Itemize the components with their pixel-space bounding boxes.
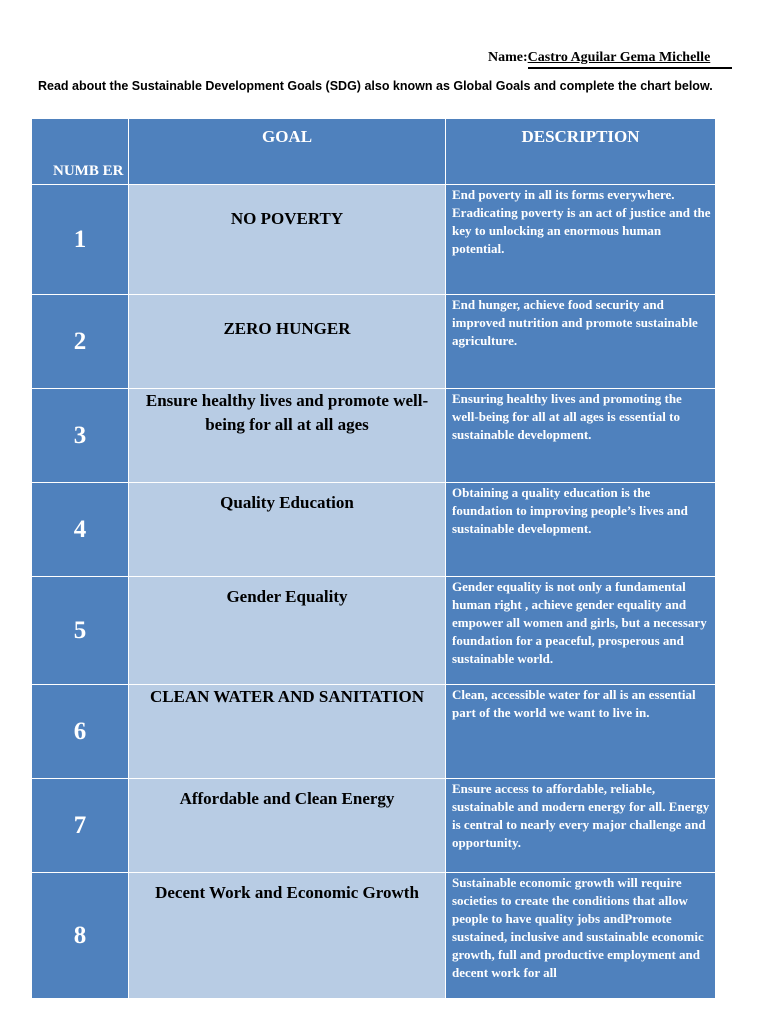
goal-number: 6: [32, 685, 129, 779]
table-row: [32, 873, 716, 999]
goal-description: Gender equality is not only a fundamental human right , achieve gender equality and empower all women and girls, but a necessary foundation for a peaceful, prosperous and sustainable world.: [446, 577, 716, 685]
sdg-chart-table: [31, 118, 716, 999]
student-name-line: [488, 50, 710, 66]
goal-number: 3: [32, 389, 129, 483]
goal-description: End poverty in all its forms everywhere. Eradicating poverty is an act of justice and the key to unlocking an enormous human potential.: [446, 185, 716, 295]
table-row: [32, 779, 716, 873]
goal-number: 8: [32, 873, 129, 999]
column-header-number: NUMB ER: [32, 119, 129, 185]
goal-number: 2: [32, 295, 129, 389]
goal-title: Decent Work and Economic Growth: [129, 873, 446, 999]
table-row: [32, 295, 716, 389]
goal-description: Clean, accessible water for all is an essential part of the world we want to live in.: [446, 685, 716, 779]
goal-title: CLEAN WATER AND SANITATION: [129, 685, 446, 779]
instructions-text: Read about the Sustainable Development Goals (SDG) also known as Global Goals and complete the chart below.: [38, 79, 713, 93]
goal-title: Affordable and Clean Energy: [129, 779, 446, 873]
table-row: [32, 685, 716, 779]
table-row: [32, 185, 716, 295]
table-row: [32, 483, 716, 577]
goal-description: Ensure access to affordable, reliable, sustainable and modern energy for all. Energy is central to nearly every major challenge and opportunity.: [446, 779, 716, 873]
goal-title: Ensure healthy lives and promote well-being for all at all ages: [129, 389, 446, 483]
table-row: [32, 577, 716, 685]
table-row: [32, 389, 716, 483]
column-header-description: DESCRIPTION: [446, 119, 716, 185]
goal-number: 7: [32, 779, 129, 873]
name-value: Castro Aguilar Gema Michelle: [527, 50, 711, 65]
goal-title: Gender Equality: [129, 577, 446, 685]
goal-number: 4: [32, 483, 129, 577]
goal-number: 5: [32, 577, 129, 685]
goal-description: End hunger, achieve food security and improved nutrition and promote sustainable agriculture.: [446, 295, 716, 389]
goal-title: Quality Education: [129, 483, 446, 577]
goal-description: Ensuring healthy lives and promoting the well-being for all at all ages is essential to sustainable development.: [446, 389, 716, 483]
goal-title: NO POVERTY: [129, 185, 446, 295]
name-label: Name:: [488, 50, 528, 65]
goal-description: Sustainable economic growth will require societies to create the conditions that allow people to have quality jobs andPromote sustained, inclusive and sustainable economic growth, full and productive employment and decent work for all: [446, 873, 716, 999]
table-header-row: [32, 119, 716, 185]
goal-number: 1: [32, 185, 129, 295]
goal-description: Obtaining a quality education is the foundation to improving people’s lives and sustainable development.: [446, 483, 716, 577]
name-underline: [528, 67, 732, 69]
column-header-goal: GOAL: [129, 119, 446, 185]
goal-title: ZERO HUNGER: [129, 295, 446, 389]
